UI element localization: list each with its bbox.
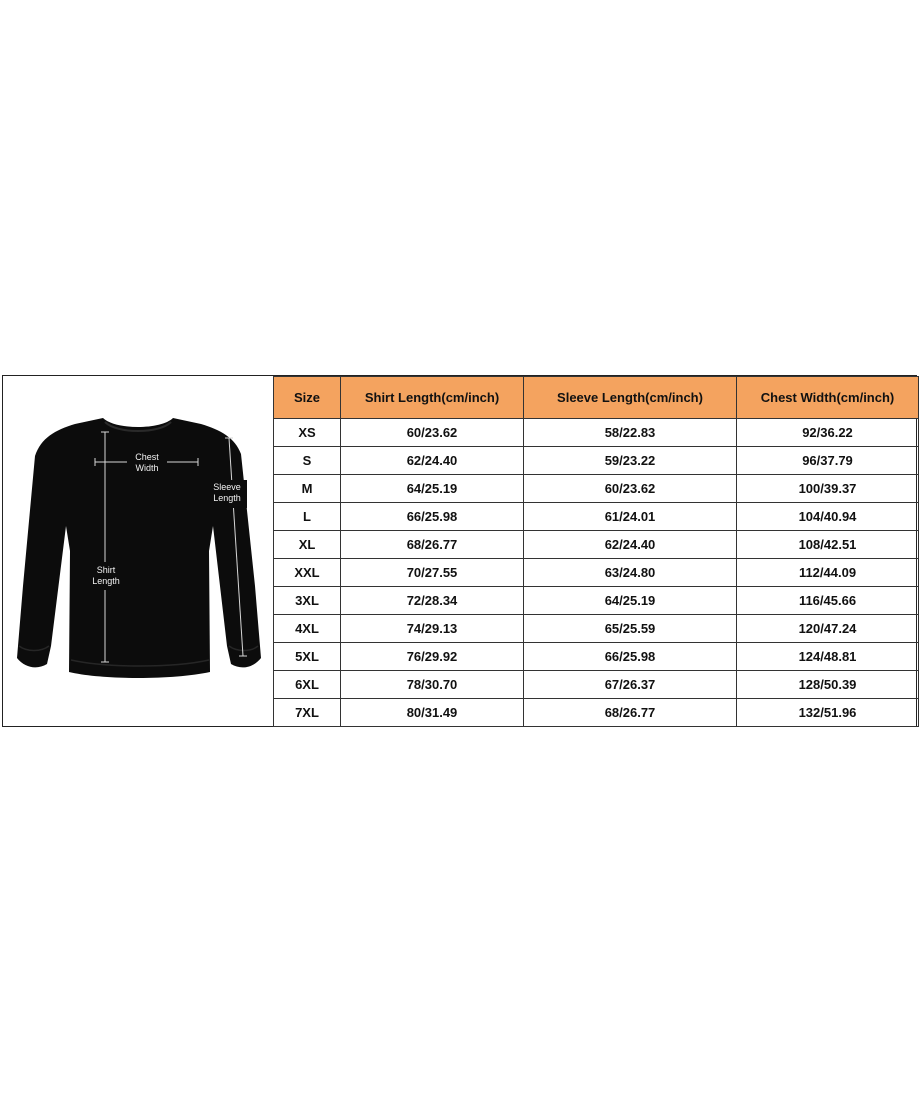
cell-size: 7XL	[274, 699, 341, 727]
header-sleeve-length: Sleeve Length(cm/inch)	[524, 377, 737, 419]
cell-shirt-length: 78/30.70	[341, 671, 524, 699]
cell-chest-width: 120/47.24	[737, 615, 919, 643]
cell-chest-width: 104/40.94	[737, 503, 919, 531]
cell-size: 3XL	[274, 587, 341, 615]
cell-size: XL	[274, 531, 341, 559]
cell-shirt-length: 74/29.13	[341, 615, 524, 643]
header-shirt-length: Shirt Length(cm/inch)	[341, 377, 524, 419]
cell-size: 5XL	[274, 643, 341, 671]
table-row	[274, 559, 919, 587]
cell-chest-width: 112/44.09	[737, 559, 919, 587]
cell-size: S	[274, 447, 341, 475]
table-row	[274, 699, 919, 727]
table-row	[274, 503, 919, 531]
table-row	[274, 419, 919, 447]
size-chart	[2, 375, 917, 727]
cell-size: 6XL	[274, 671, 341, 699]
table-row	[274, 447, 919, 475]
cell-shirt-length: 76/29.92	[341, 643, 524, 671]
cell-size: M	[274, 475, 341, 503]
cell-chest-width: 92/36.22	[737, 419, 919, 447]
cell-sleeve-length: 64/25.19	[524, 587, 737, 615]
size-table	[273, 376, 919, 727]
cell-chest-width: 100/39.37	[737, 475, 919, 503]
cell-sleeve-length: 62/24.40	[524, 531, 737, 559]
cell-chest-width: 132/51.96	[737, 699, 919, 727]
cell-size: XXL	[274, 559, 341, 587]
sleeve-label-line2: Length	[213, 493, 241, 503]
table-row	[274, 531, 919, 559]
cell-sleeve-length: 63/24.80	[524, 559, 737, 587]
cell-sleeve-length: 65/25.59	[524, 615, 737, 643]
cell-size: L	[274, 503, 341, 531]
cell-chest-width: 96/37.79	[737, 447, 919, 475]
shirt-label-line2: Length	[92, 576, 120, 586]
table-row	[274, 643, 919, 671]
shirt-label-line1: Shirt	[96, 565, 116, 575]
cell-shirt-length: 70/27.55	[341, 559, 524, 587]
cell-shirt-length: 60/23.62	[341, 419, 524, 447]
cell-sleeve-length: 61/24.01	[524, 503, 737, 531]
table-row	[274, 615, 919, 643]
cell-size: XS	[274, 419, 341, 447]
chest-label-line1: Chest	[135, 452, 159, 462]
cell-chest-width: 128/50.39	[737, 671, 919, 699]
cell-chest-width: 116/45.66	[737, 587, 919, 615]
table-row	[274, 671, 919, 699]
cell-shirt-length: 66/25.98	[341, 503, 524, 531]
cell-shirt-length: 68/26.77	[341, 531, 524, 559]
cell-chest-width: 124/48.81	[737, 643, 919, 671]
cell-chest-width: 108/42.51	[737, 531, 919, 559]
table-row	[274, 475, 919, 503]
cell-shirt-length: 80/31.49	[341, 699, 524, 727]
cell-shirt-length: 72/28.34	[341, 587, 524, 615]
table-row	[274, 587, 919, 615]
header-chest-width: Chest Width(cm/inch)	[737, 377, 919, 419]
sweatshirt-figure	[3, 376, 273, 726]
cell-shirt-length: 62/24.40	[341, 447, 524, 475]
cell-sleeve-length: 67/26.37	[524, 671, 737, 699]
cell-sleeve-length: 60/23.62	[524, 475, 737, 503]
cell-shirt-length: 64/25.19	[341, 475, 524, 503]
header-size: Size	[274, 377, 341, 419]
cell-sleeve-length: 68/26.77	[524, 699, 737, 727]
chest-label-line2: Width	[135, 463, 159, 473]
cell-sleeve-length: 58/22.83	[524, 419, 737, 447]
table-header-row	[274, 377, 919, 419]
sleeve-label-line1: Sleeve	[213, 482, 241, 492]
cell-sleeve-length: 66/25.98	[524, 643, 737, 671]
sweatshirt-diagram	[3, 376, 273, 726]
cell-size: 4XL	[274, 615, 341, 643]
cell-sleeve-length: 59/23.22	[524, 447, 737, 475]
